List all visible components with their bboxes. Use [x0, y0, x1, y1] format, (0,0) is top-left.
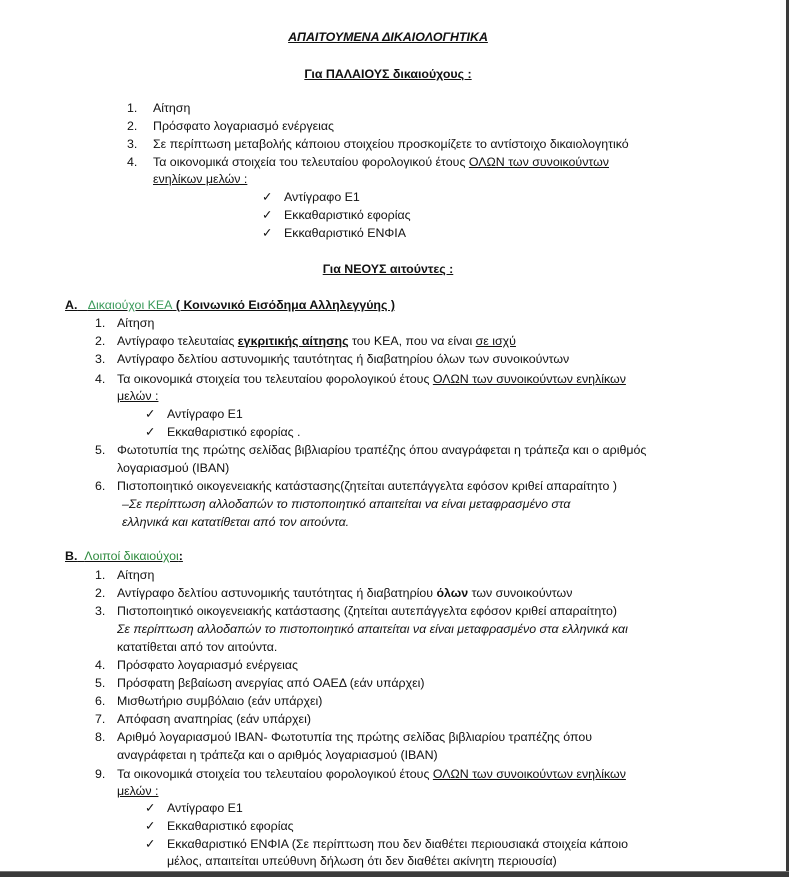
check-item: ✓ Εκκαθαριστικό εφορίας .	[145, 425, 301, 439]
list-item: 3. Αντίγραφο δελτίου αστυνομικής ταυτότητας ή διαβατηρίου όλων των συνοικούντων	[95, 352, 570, 366]
horizontal-frame-edge	[0, 871, 789, 877]
check-item: ✓ Εκκαθαριστικό ΕΝΦΙΑ (Σε περίπτωση που δεν διαθέτει περιουσιακά στοιχεία κάποιο	[145, 837, 628, 851]
list-item: 4. Πρόσφατο λογαριασμό ενέργειας	[95, 658, 299, 672]
note-italic: ελληνικά και κατατίθεται από τον αιτούντα.	[122, 515, 350, 529]
note-italic: –Σε περίπτωση αλλοδαπών το πιστοποιητικό απαιτείται να είναι μεταφρασμένο στα	[122, 497, 571, 511]
checkmark-icon: ✓	[145, 837, 156, 851]
checkmark-icon: ✓	[145, 801, 156, 815]
list-item: 5. Πρόσφατη βεβαίωση ανεργίας από ΟΑΕΔ (εάν υπάρχει)	[95, 676, 425, 690]
list-item: 2. Αντίγραφο τελευταίας εγκριτικής αίτησης του ΚΕΑ, που να είναι σε ισχύ	[95, 334, 516, 348]
list-item: 6. Πιστοποιητικό οικογενειακής κατάστασης(ζητείται αυτεπάγγελτα εφόσον κριθεί απαραίτητο )	[95, 479, 617, 493]
list-item: 4. Τα οικονομικά στοιχεία του τελευταίου φορολογικού έτους ΟΛΩΝ των συνοικούντων ενηλίκων	[95, 372, 626, 386]
checkmark-icon: ✓	[145, 819, 156, 833]
check-item-continuation: μέλος, απαιτείται υπεύθυνη δήλωση ότι δεν διαθέτει ακίνητη περιουσία)	[167, 854, 557, 868]
list-item: 4. Τα οικονομικά στοιχεία του τελευταίου φορολογικού έτους ΟΛΩΝ των συνοικούντων	[127, 155, 609, 169]
document-title: ΑΠΑΙΤΟΥΜΕΝΑ ΔΙΚΑΙΟΛΟΓΗΤΙΚΑ	[288, 30, 488, 44]
check-item: ✓ Αντίγραφο Ε1	[145, 407, 243, 421]
section-a-heading: Α. Δικαιούχοι ΚΕΑ ( Κοινωνικό Εισόδημα Αλληλεγγύης )	[65, 298, 395, 312]
list-item: 2. Αντίγραφο δελτίου αστυνομικής ταυτότητας ή διαβατηρίου όλων των συνοικούντων	[95, 586, 573, 600]
list-item-continuation: ενηλίκων μελών :	[153, 172, 248, 186]
note-italic: Σε περίπτωση αλλοδαπών το πιστοποιητικό απαιτείται να είναι μεταφρασμένο στα ελληνικά και	[117, 622, 628, 636]
section-b-heading: Β. Λοιποί δικαιούχοι:	[65, 549, 183, 563]
list-item-continuation: λογαριασμού (IBAN)	[117, 461, 230, 475]
checkmark-icon: ✓	[145, 425, 156, 439]
list-item: 9. Τα οικονομικά στοιχεία του τελευταίου φορολογικού έτους ΟΛΩΝ των συνοικούντων ενηλίκων	[95, 767, 626, 781]
old-beneficiaries-heading: Για ΠΑΛΑΙΟΥΣ δικαιούχους :	[304, 67, 472, 81]
list-item-continuation: κατατίθεται από τον αιτούντα.	[117, 640, 278, 654]
checkmark-icon: ✓	[262, 190, 273, 204]
list-item: 3. Σε περίπτωση μεταβολής κάποιου στοιχείου προσκομίζετε το αντίστοιχο δικαιολογητικό	[127, 137, 629, 151]
list-item-continuation: αναγράφεται η τράπεζα και ο αριθμός λογαριασμού (IBAN)	[117, 748, 438, 762]
checkmark-icon: ✓	[145, 407, 156, 421]
list-item: 1. Αίτηση	[127, 101, 191, 115]
list-item: 8. Αριθμό λογαριασμού IBAN- Φωτοτυπία της πρώτης σελίδας βιβλιαρίου τραπέζης όπου	[95, 730, 593, 744]
list-item: 1. Αίτηση	[95, 316, 155, 330]
list-item: 6. Μισθωτήριο συμβόλαιο (εάν υπάρχει)	[95, 694, 323, 708]
check-item: ✓ Εκκαθαριστικό ΕΝΦΙΑ	[262, 226, 407, 240]
check-item: ✓ Εκκαθαριστικό εφορίας	[262, 208, 411, 222]
check-item: ✓ Εκκαθαριστικό εφορίας	[145, 819, 294, 833]
list-item: 7. Απόφαση αναπηρίας (εάν υπάρχει)	[95, 712, 311, 726]
list-item: 5. Φωτοτυπία της πρώτης σελίδας βιβλιαρίου τραπέζης όπου αναγράφεται η τράπεζα και ο αριθμός	[95, 443, 647, 457]
new-applicants-heading: Για ΝΕΟΥΣ αιτούντες :	[322, 262, 454, 276]
list-item-continuation: μελών :	[117, 784, 159, 798]
check-item: ✓ Αντίγραφο Ε1	[262, 190, 360, 204]
list-item: 2. Πρόσφατο λογαριασμό ενέργειας	[127, 119, 335, 133]
list-item: 1. Αίτηση	[95, 568, 155, 582]
checkmark-icon: ✓	[262, 226, 273, 240]
checkmark-icon: ✓	[262, 208, 273, 222]
list-item-continuation: μελών :	[117, 389, 159, 403]
list-item: 3. Πιστοποιητικό οικογενειακής κατάστασης (ζητείται αυτεπάγγελτα εφόσον κριθεί απαραίτητο)	[95, 604, 617, 618]
check-item: ✓ Αντίγραφο Ε1	[145, 801, 243, 815]
